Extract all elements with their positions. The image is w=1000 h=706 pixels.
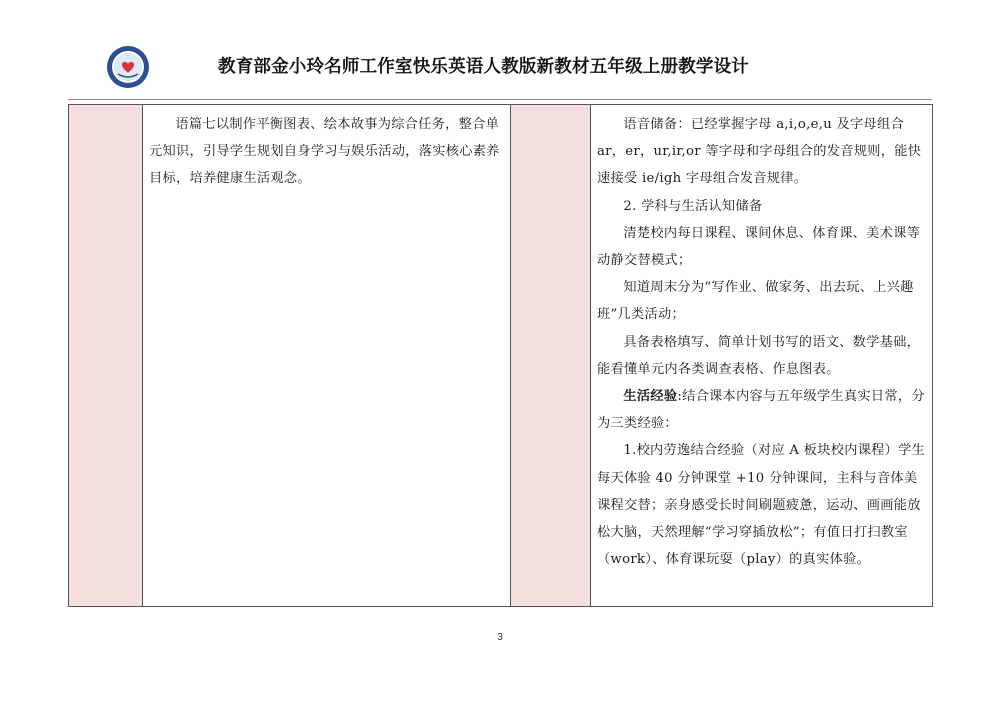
- school-balance-paragraph: 1.校内劳逸结合经验（对应 A 板块校内课程）学生每天体验 40 分钟课堂 +10 分钟课间，主科与音体美课程交替；亲身感受长时间刷题疲惫，运动、画画能放松大脑，天然理解“学习穿插放松”；有值日打扫教室（work）、体育课玩耍（play）的真实体验。: [597, 443, 926, 568]
- page-header: [100, 40, 920, 94]
- page-title: 教育部金小玲名师工作室快乐英语人教版新教材五年级上册教学设计: [218, 57, 749, 77]
- table-row: [69, 105, 933, 607]
- left-paragraph: 语篇七以制作平衡图表、绘本故事为综合任务，整合单元知识，引导学生规划自身学习与娱乐活动，落实核心素养目标，培养健康生活观念。: [149, 117, 500, 187]
- phonics-readiness-paragraph: 语音储备：已经掌握字母 a,i,o,e,u 及字母组合 ar，er，ur,ir,or 等字母和字母组合的发音规则，能快速接受 ie/igh 字母组合发音规律。: [597, 117, 922, 187]
- life-experience-paragraph: [597, 383, 926, 437]
- daily-schedule-paragraph: 清楚校内每日课程、课间休息、体育课、美术课等动静交替模式；: [597, 225, 921, 269]
- life-experience-text: :结合课本内容与五年级学生真实日常，分为三类经验：: [597, 389, 925, 432]
- shaded-label-cell-right: [511, 105, 591, 607]
- header-divider: [68, 99, 932, 100]
- shaded-label-cell-left: [69, 105, 143, 607]
- lesson-design-table: [68, 104, 933, 607]
- table-skills-paragraph: 具备表格填写、简单计划书写的语文、数学基础，能看懂单元内各类调查表格、作息图表。: [597, 334, 921, 377]
- subject-readiness-heading: 2. 学科与生活认知储备: [623, 198, 763, 214]
- studio-seal-logo: [106, 45, 150, 89]
- content-cell-left: [143, 105, 511, 607]
- page-number: 3: [497, 632, 503, 643]
- weekend-activities-paragraph: 知道周末分为“写作业、做家务、出去玩、上兴趣班”几类活动；: [597, 280, 914, 323]
- content-cell-right: [591, 105, 933, 607]
- life-experience-label: 生活经验: [623, 389, 678, 405]
